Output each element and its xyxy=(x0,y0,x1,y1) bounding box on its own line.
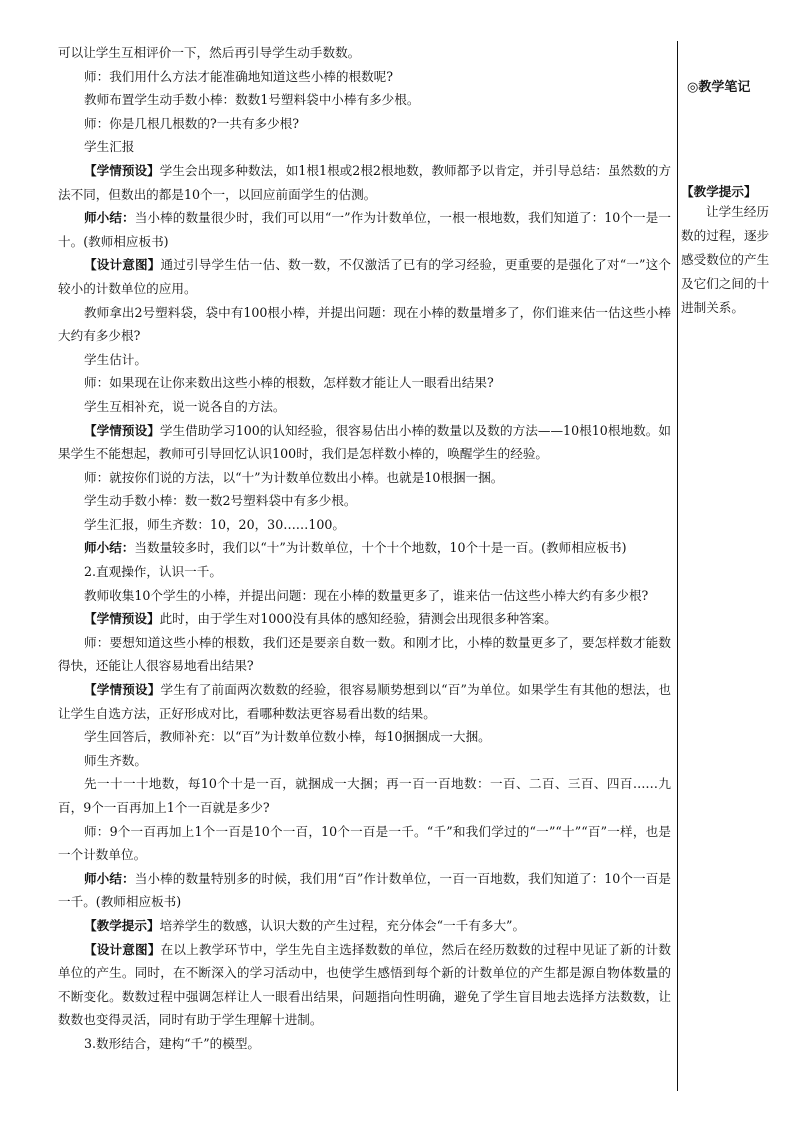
lesson-paragraph xyxy=(58,867,671,914)
paragraph-text: 学生会出现多种数法，如1根1根或2根2根地数，教师都予以肯定，并引导总结：虽然数的方法不同，但数出的都是10个一，以回应前面学生的估测。 xyxy=(58,162,671,202)
lesson-paragraph xyxy=(58,348,671,372)
paragraph-label: 【学情预设】 xyxy=(84,611,160,627)
lesson-paragraph xyxy=(58,584,671,608)
paragraph-text: 师生齐数。 xyxy=(84,752,147,768)
paragraph-text: 学生估计。 xyxy=(84,351,147,367)
paragraph-label: 【学情预设】 xyxy=(84,162,160,178)
paragraph-text: 培养学生的数感，认识大数的产生过程，充分体会“一千有多大”。 xyxy=(159,917,526,933)
paragraph-text: 师：我们用什么方法才能准确地知道这些小棒的根数呢? xyxy=(84,68,394,84)
lesson-paragraph xyxy=(58,489,671,513)
paragraph-text: 可以让学生互相评价一下，然后再引导学生动手数数。 xyxy=(58,45,361,60)
paragraph-label: 【教学提示】 xyxy=(84,917,160,933)
paragraph-text: 3.数形结合，建构“千”的模型。 xyxy=(84,1035,261,1051)
paragraph-text: 在以上教学环节中，学生先自主选择数数的单位，然后在经历数数的过程中见证了新的计数单位的产生。同时，在不断深入的学习活动中，也使学生感悟到每个新的计数单位的产生都是源自物体数量的不断变化。数数过程中强调怎样让人一眼看出结果，问题指向性明确，避免了学生盲目地去选择方法数数，让数数也变得灵活，同时有助于学生理解十进制。 xyxy=(58,941,672,1028)
paragraph-text: 学生汇报 xyxy=(84,139,135,155)
lesson-paragraph xyxy=(58,772,671,819)
paragraph-text: 师：就按你们说的方法，以“十”为计数单位数出小棒。也就是10根捆一捆。 xyxy=(84,469,504,485)
paragraph-text: 教师收集10个学生的小棒，并提出问题：现在小棒的数量更多了，谁来估一估这些小棒大约有多少根? xyxy=(84,587,649,603)
paragraph-label: 【设计意图】 xyxy=(84,941,161,957)
paragraph-label: 师小结： xyxy=(84,870,135,886)
teaching-tip-text: 让学生经历数的过程，逐步感受数位的产生及它们之间的十进制关系。 xyxy=(681,204,770,315)
lesson-paragraph xyxy=(58,88,671,112)
lesson-paragraph xyxy=(58,395,671,419)
lesson-paragraph xyxy=(58,560,671,584)
paragraph-label: 【学情预设】 xyxy=(84,422,160,438)
paragraph-text: 当小棒的数量很少时，我们可以用“一”作为计数单位，一根一根地数，我们知道了：10个一是一十。(教师相应板书) xyxy=(58,210,672,249)
paragraph-label: 【学情预设】 xyxy=(84,682,161,698)
lesson-paragraph xyxy=(58,206,671,253)
paragraph-label: 【设计意图】 xyxy=(84,257,161,273)
lesson-paragraph xyxy=(58,1032,671,1056)
lesson-paragraph xyxy=(58,536,671,560)
paragraph-text: 学生汇报，师生齐数：10，20，30……100。 xyxy=(84,516,346,532)
lesson-paragraph xyxy=(58,135,671,159)
lesson-paragraph xyxy=(58,725,671,749)
paragraph-text: 此时，由于学生对1000没有具体的感知经验，猜测会出现很多种答案。 xyxy=(159,611,557,627)
paragraph-text: 学生借助学习100的认知经验，很容易估出小棒的数量以及数的方法——10根10根地数。如果学生不能想起，教师可引导回忆认识100时，我们是怎样数小棒的，唤醒学生的经验。 xyxy=(58,422,671,462)
lesson-paragraph xyxy=(58,513,671,537)
paragraph-text: 当数量较多时，我们以“十”为计数单位，十个十个地数，10个十是一百。(教师相应板书) xyxy=(134,540,627,556)
lesson-paragraph xyxy=(58,607,671,631)
teaching-tip-heading: 【教学提示】 xyxy=(681,184,757,199)
lesson-paragraph xyxy=(58,914,671,938)
paragraph-text: 学生互相补充，说一说各自的方法。 xyxy=(84,398,286,414)
lesson-paragraph xyxy=(58,301,671,348)
lesson-paragraph xyxy=(58,253,671,300)
lesson-paragraph xyxy=(58,41,671,65)
paragraph-label: 师小结： xyxy=(84,540,135,556)
lesson-paragraph xyxy=(58,65,671,89)
paragraph-text: 通过引导学生估一估、数一数，不仅激活了已有的学习经验，更重要的是强化了对“一”这个较小的计数单位的应用。 xyxy=(58,257,671,296)
paragraph-text: 师：如果现在让你来数出这些小棒的根数，怎样数才能让人一眼看出结果? xyxy=(84,375,494,391)
paragraph-text: 师：你是几根几根数的?一共有多少根? xyxy=(84,115,300,131)
lesson-paragraph xyxy=(58,749,671,773)
teaching-notes-column xyxy=(681,64,781,320)
paragraph-label: 师小结： xyxy=(84,210,135,226)
paragraph-text: 教师拿出2号塑料袋，袋中有100根小棒，并提出问题：现在小棒的数量增多了，你们谁来估一估这些小棒大约有多少根? xyxy=(58,304,671,344)
paragraph-text: 先一十一十地数，每10个十是一百，就捆成一大捆；再一百一百地数：一百、二百、三百、四百……九百，9个一百再加上1个一百就是多少? xyxy=(58,776,671,815)
paragraph-text: 师：9个一百再加上1个一百是10个一百，10个一百是一千。“千”和我们学过的“一”“十”“百”一样，也是一个计数单位。 xyxy=(58,823,671,863)
lesson-paragraph xyxy=(58,159,671,206)
lesson-paragraph xyxy=(58,678,671,725)
lesson-paragraph xyxy=(58,820,671,867)
paragraph-text: 2.直观操作，认识一千。 xyxy=(84,564,222,580)
lesson-paragraph xyxy=(58,466,671,490)
paragraph-text: 学生回答后，教师补充：以“百”为计数单位数小棒，每10捆捆成一大捆。 xyxy=(84,729,491,745)
column-divider xyxy=(677,41,678,1091)
paragraph-text: 师：要想知道这些小棒的根数，我们还是要亲自数一数。和刚才比，小棒的数量更多了，要怎样数才能数得快，还能让人很容易地看出结果? xyxy=(58,634,671,674)
notes-title: ◎教学笔记 xyxy=(687,80,751,95)
lesson-paragraph xyxy=(58,371,671,395)
paragraph-text: 教师布置学生动手数小棒：数数1号塑料袋中小棒有多少根。 xyxy=(84,92,420,108)
lesson-body xyxy=(58,41,671,1056)
lesson-paragraph xyxy=(58,419,671,466)
lesson-paragraph xyxy=(58,112,671,136)
lesson-paragraph xyxy=(58,938,671,1032)
lesson-paragraph xyxy=(58,631,671,678)
paragraph-text: 学生动手数小棒：数一数2号塑料袋中有多少根。 xyxy=(84,493,357,509)
paragraph-text: 当小棒的数量特别多的时候，我们用“百”作计数单位，一百一百地数，我们知道了：10个一百是一千。(教师相应板书) xyxy=(58,870,672,910)
paragraph-text: 学生有了前面两次数数的经验，很容易顺势想到以“百”为单位。如果学生有其他的想法，也让学生自选方法，正好形成对比，看哪种数法更容易看出数的结果。 xyxy=(58,682,671,721)
